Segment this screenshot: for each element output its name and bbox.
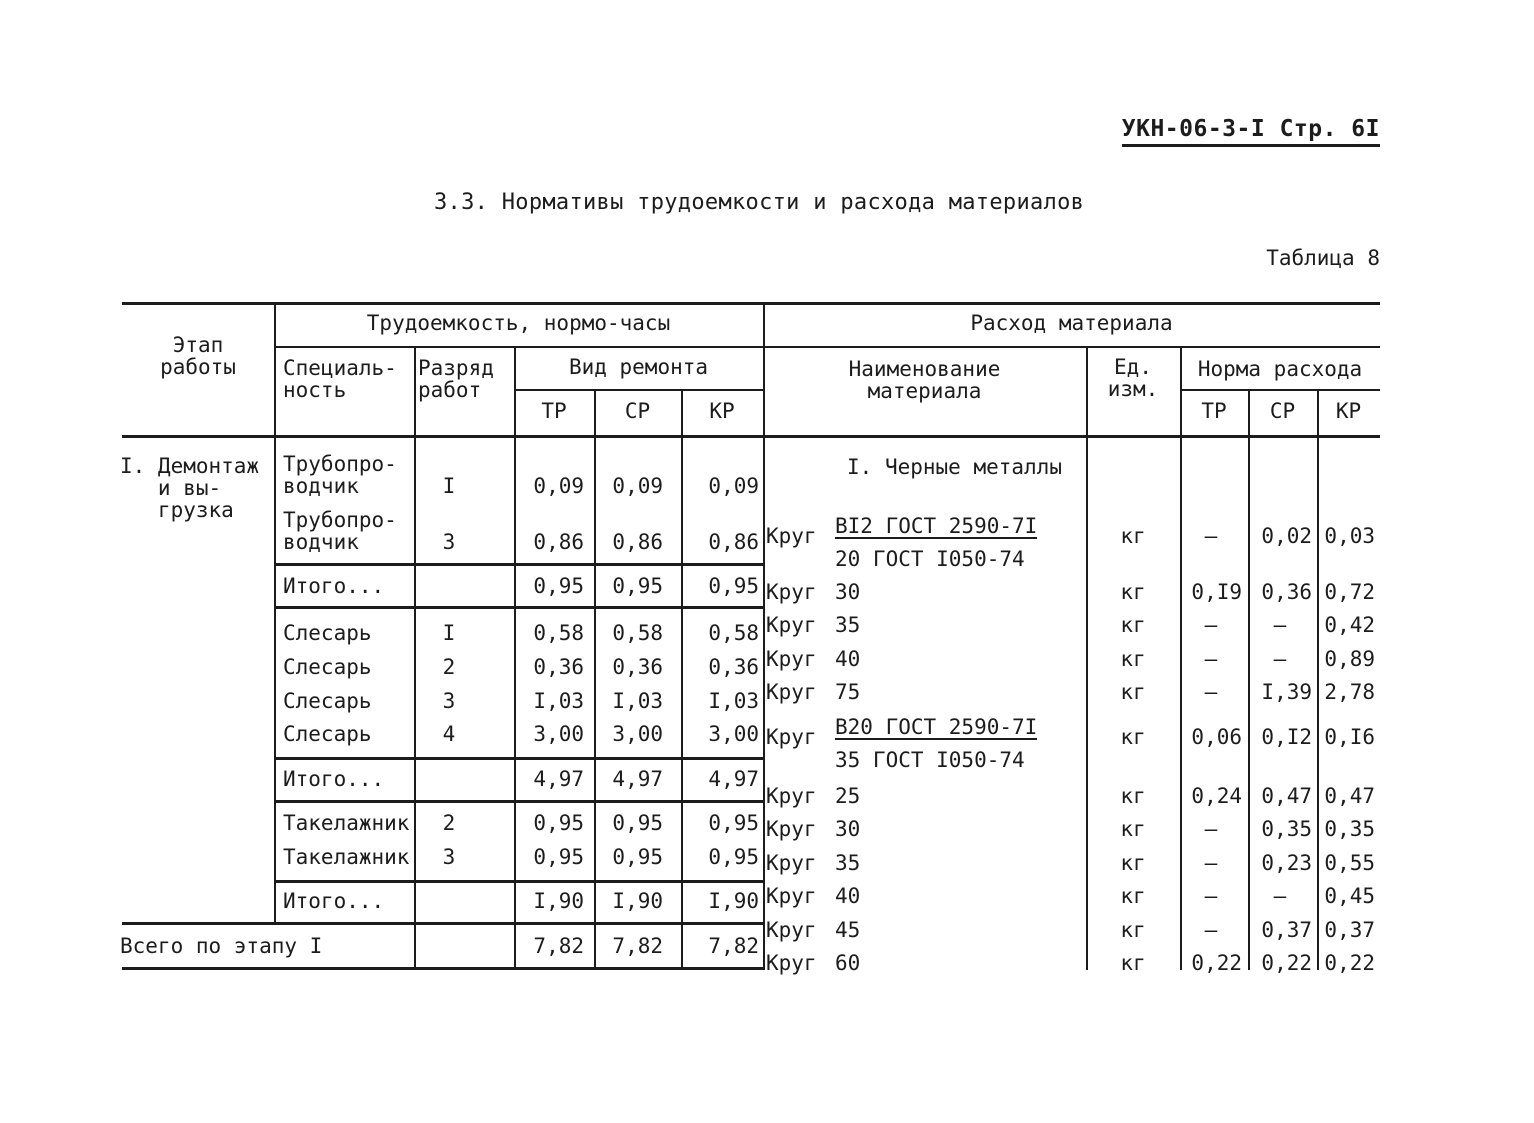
labor-row-tr: 0,86 [533,530,584,554]
material-row-sr: 0,35 [1261,817,1312,841]
vline-specialty [274,302,276,922]
labor-row-specialty: Такелажник [283,811,410,835]
material-row-tr: – [1204,680,1218,704]
labor-row-specialty: Трубопро- [283,508,397,532]
material-row-sr: – [1273,884,1287,908]
material-row-name: Круг [766,784,817,808]
labor-row-sr: 0,95 [612,845,663,869]
material-row-spec: 45 [835,918,861,942]
labor-row-kr: 0,95 [708,845,759,869]
material-row-tr: 0,06 [1191,725,1242,749]
material-row-sr: 0,02 [1261,524,1312,548]
labor-row-sr: 0,58 [612,621,663,645]
material-row-unit: кг [1120,884,1146,908]
labor-row-kr: 0,36 [708,655,759,679]
material-row-kr: 0,I6 [1324,725,1375,749]
column-header-material: Расход материала [970,311,1173,335]
material-row-kr: 0,72 [1324,580,1375,604]
material-row-kr: 0,42 [1324,613,1375,637]
subtotal-rule-1 [274,563,763,566]
material-row-spec: 40 [835,647,861,671]
labor-row-grade: 3 [442,530,456,554]
column-header-material-tr: ТР [1201,399,1227,423]
labor-row-grade: 3 [442,845,456,869]
column-header-unit: Ед. [1114,355,1152,379]
material-row-spec: 30 [835,580,861,604]
labor-row-tr: 4,97 [533,767,584,791]
labor-row-specialty: Трубопро- [283,452,397,476]
material-row-sr: 0,23 [1261,851,1312,875]
labor-row-specialty: Итого... [283,574,385,598]
vline-middle [763,302,765,970]
material-row-tr: – [1204,817,1218,841]
column-header-grade: Разряд [418,356,494,380]
stage-total-tr: 7,82 [533,934,584,958]
material-row-spec: 60 [835,951,861,975]
column-header-unit: изм. [1107,377,1159,401]
labor-row-specialty: Слесарь [283,722,372,746]
material-row-spec: 25 [835,784,861,808]
stage-total-rule [122,922,763,925]
material-row-kr: 0,37 [1324,918,1375,942]
table-top-rule [122,302,1380,305]
material-row-unit: кг [1120,951,1146,975]
labor-row-grade: 3 [442,689,456,713]
labor-row-specialty: Слесарь [283,689,372,713]
material-row-name: Круг [766,918,817,942]
labor-row-tr: 0,09 [533,474,584,498]
material-row-name: Круг [766,613,817,637]
stage-total-kr: 7,82 [708,934,759,958]
material-row-spec: 35 [835,613,861,637]
material-row-kr: 0,35 [1324,817,1375,841]
labor-row-tr: 0,36 [533,655,584,679]
column-header-tr: ТР [541,399,567,423]
column-header-stage: работы [160,355,236,379]
labor-row-sr: 0,86 [612,530,663,554]
material-row-unit: кг [1120,851,1146,875]
material-subheader-rule [763,346,1380,348]
material-row-unit: кг [1120,680,1146,704]
material-row-name: Круг [766,884,817,908]
material-row-unit: кг [1120,613,1146,637]
labor-row-sr: 0,09 [612,474,663,498]
material-row-sr: 0,22 [1261,951,1312,975]
material-row-tr: 0,24 [1191,784,1242,808]
subtotal-rule-2 [274,757,763,760]
material-row-unit: кг [1120,524,1146,548]
subtotal-end-rule-1 [274,606,763,609]
header-bottom-rule [122,435,1380,438]
material-row-name: Круг [766,580,817,604]
material-row-name: Круг [766,647,817,671]
labor-row-tr: I,03 [533,689,584,713]
labor-row-grade: 2 [442,655,456,679]
labor-row-specialty: водчик [283,530,359,554]
labor-row-sr: 0,95 [612,811,663,835]
column-header-sr: СР [624,399,651,423]
stage-label: и вы- [120,476,222,500]
column-header-material-name: материала [867,379,982,403]
material-row-spec: B20 ГОСТ 2590-7I [835,715,1038,739]
labor-row-tr: 0,58 [533,621,584,645]
material-row-kr: 0,22 [1324,951,1375,975]
labor-row-specialty: Итого... [283,767,385,791]
material-row-unit: кг [1120,580,1146,604]
material-row-name: Круг [766,725,817,749]
material-row-spec: 40 [835,884,861,908]
material-row-tr: – [1204,524,1218,548]
document-code: УКН-06-3-I Стр. 6I [1122,116,1380,147]
labor-row-specialty: Итого... [283,889,385,913]
vline-msr [1248,389,1250,970]
column-header-material-kr: КР [1335,399,1362,423]
subtotal-rule-3 [274,880,763,883]
material-row-tr: – [1204,884,1218,908]
material-row-unit: кг [1120,784,1146,808]
labor-row-specialty: Слесарь [283,621,372,645]
labor-row-sr: 3,00 [612,722,663,746]
labor-row-sr: I,90 [612,889,663,913]
material-row-spec: 30 [835,817,861,841]
material-row-tr: – [1204,613,1218,637]
material-row-tr: 0,22 [1191,951,1242,975]
column-header-repair-type: Вид ремонта [568,355,709,379]
material-row-spec2: 20 ГОСТ I050-74 [835,547,1025,571]
labor-row-kr: 0,58 [708,621,759,645]
column-header-grade: работ [418,378,482,402]
repair-type-rule [514,389,763,391]
material-row-name: Круг [766,851,817,875]
labor-row-tr: 0,95 [533,845,584,869]
material-row-spec: BI2 ГОСТ 2590-7I [835,514,1038,538]
material-row-tr: – [1204,647,1218,671]
labor-row-tr: 3,00 [533,722,584,746]
labor-row-grade: 4 [442,722,456,746]
labor-row-kr: 0,95 [708,574,759,598]
section-title: 3.3. Нормативы трудоемкости и расхода материалов [434,190,1085,215]
stage-total-sr: 7,82 [612,934,663,958]
material-row-name: Круг [766,680,817,704]
labor-row-kr: I,90 [708,889,759,913]
column-header-specialty: ность [283,378,347,402]
column-header-specialty: Специаль- [283,356,397,380]
material-row-name: Круг [766,817,817,841]
labor-row-kr: 3,00 [708,722,759,746]
material-row-sr: 0,37 [1261,918,1312,942]
material-row-sr: – [1273,647,1287,671]
labor-row-specialty: Такелажник [283,845,410,869]
material-row-sr: 0,36 [1261,580,1312,604]
labor-row-kr: 0,95 [708,811,759,835]
material-row-kr: 0,89 [1324,647,1375,671]
labor-row-sr: I,03 [612,689,663,713]
labor-row-sr: 4,97 [612,767,663,791]
column-header-material-name: Наименование [848,357,1001,381]
labor-row-sr: 0,95 [612,574,663,598]
material-row-unit: кг [1120,918,1146,942]
labor-row-grade: I [442,621,456,645]
column-header-stage: Этап [172,333,224,357]
column-header-kr: КР [709,399,735,423]
material-row-kr: 2,78 [1324,680,1375,704]
material-row-tr: 0,I9 [1191,580,1242,604]
labor-row-tr: 0,95 [533,574,584,598]
table-bottom-rule [122,967,763,970]
norm-rule [1180,389,1380,391]
stage-label: I. Демонтаж [120,454,260,478]
column-header-norm: Норма расхода [1197,357,1363,381]
column-header-labor: Трудоемкость, нормо-часы [366,311,671,335]
labor-row-grade: I [442,474,456,498]
material-row-tr: – [1204,851,1218,875]
material-row-sr: I,39 [1261,680,1312,704]
labor-row-sr: 0,36 [612,655,663,679]
material-row-unit: кг [1120,647,1146,671]
material-row-name: Круг [766,951,817,975]
material-row-kr: 0,47 [1324,784,1375,808]
labor-row-tr: I,90 [533,889,584,913]
material-row-kr: 0,55 [1324,851,1375,875]
labor-row-kr: 4,97 [708,767,759,791]
material-row-spec: 35 [835,851,861,875]
vline-mkr [1317,389,1319,970]
labor-subheader-rule [274,346,763,348]
table-label: Таблица 8 [1266,246,1380,270]
material-row-kr: 0,03 [1324,524,1375,548]
material-row-spec: 75 [835,680,861,704]
material-row-spec2: 35 ГОСТ I050-74 [835,748,1025,772]
stage-total-label: Всего по этапу I [120,934,323,958]
material-row-sr: 0,I2 [1261,725,1312,749]
labor-row-kr: I,03 [708,689,759,713]
column-header-material-sr: СР [1269,399,1296,423]
material-row-tr: – [1204,918,1218,942]
material-row-unit: кг [1120,817,1146,841]
labor-row-tr: 0,95 [533,811,584,835]
material-row-kr: 0,45 [1324,884,1375,908]
material-group-heading: I. Черные металлы [847,455,1062,479]
labor-row-kr: 0,09 [708,474,759,498]
material-row-sr: – [1273,613,1287,637]
subtotal-end-rule-2 [274,800,763,803]
labor-row-grade: 2 [442,811,456,835]
labor-row-specialty: водчик [283,474,359,498]
labor-row-specialty: Слесарь [283,655,372,679]
stage-label: грузка [120,498,234,522]
material-row-sr: 0,47 [1261,784,1312,808]
material-row-name: Круг [766,524,817,548]
labor-row-kr: 0,86 [708,530,759,554]
material-row-unit: кг [1120,725,1146,749]
